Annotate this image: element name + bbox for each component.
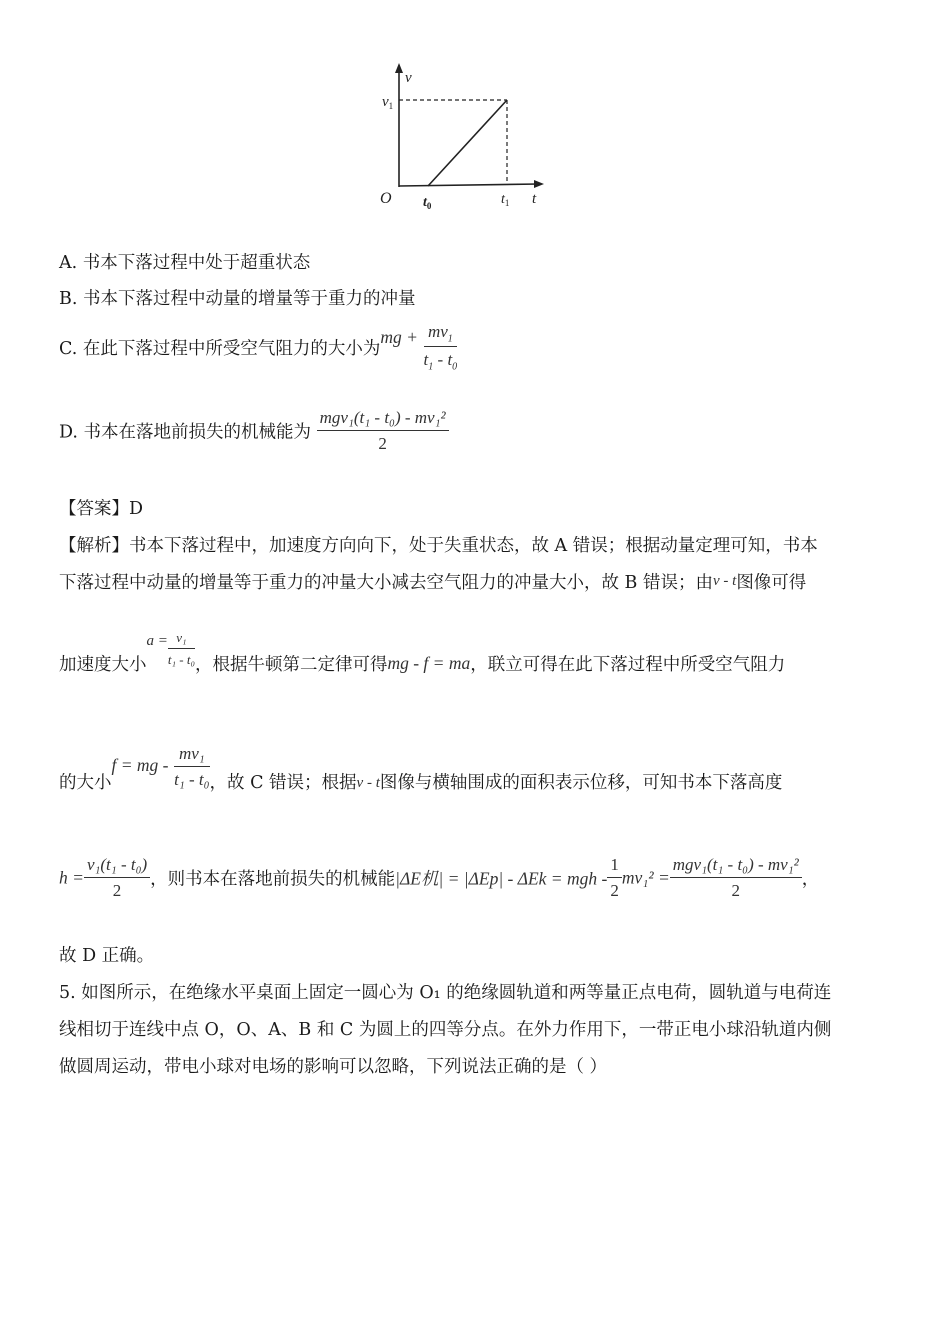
accel-eq: a =: [146, 632, 168, 649]
analysis-line-5: h = $\frac{\text{v₁(t₁ - t₀)}}{2}$ ，则书本在落地前损失的机械能|ΔE机| = |ΔEp| - ΔEk = mgh - $\frac{1}{2}$ mv₁² = $\frac{\text{mgv₁(t₁ - t₀) - mv₁²}}{2}$ ，: [59, 855, 820, 900]
t-axis: [399, 184, 539, 186]
velocity-line: [428, 100, 507, 186]
option-a: A. 书本下落过程中处于超重状态: [59, 253, 311, 273]
option-d-text: D. 书本在落地前损失的机械能为: [59, 422, 312, 443]
t0-label: $t_0$: [423, 195, 432, 211]
analysis-line-1: 【解析】书本下落过程中，加速度方向向下，处于失重状态，故 A 错误；根据动量定理可知，书本: [59, 536, 818, 556]
energy-eq: |ΔE机| = |ΔEp| - ΔEk = mgh -: [395, 868, 608, 889]
t-axis-label: t: [532, 191, 537, 207]
v-axis-arrow: [395, 63, 403, 73]
vt-graph: [372, 60, 552, 215]
question5-line-1: 5. 如图所示，在绝缘水平桌面上固定一圆心为 O₁ 的绝缘圆轨道和两等量正点电荷，圆轨道与电荷连: [59, 983, 832, 1003]
option-c-fraction: $\frac{mv_1}{t_1 - t_0}$: [423, 322, 458, 373]
answer: 【答案】D: [59, 499, 144, 519]
analysis-line-2: 下落过程中动量的增量等于重力的冲量大小减去空气阻力的冲量大小，故 B 错误；由v - t图像可得: [59, 573, 807, 593]
option-c: [59, 322, 457, 373]
accel-fraction: $\frac{\text{v₁}}{\text{t₁ - t₀}}$: [167, 630, 195, 667]
t1-label: $t_1$: [501, 192, 510, 208]
vt-symbol: v - t: [712, 573, 737, 589]
question5-line-3: 做圆周运动，带电小球对电场的影响可以忽略，下列说法正确的是（ ）: [59, 1057, 608, 1077]
f-fraction: $\frac{\text{mv₁}}{\text{t₁ - t₀}}$: [174, 744, 210, 789]
h-fraction: $\frac{\text{v₁(t₁ - t₀)}}{2}$: [84, 855, 150, 901]
analysis-line-6: 故 D 正确。: [59, 946, 155, 966]
t-axis-arrow: [534, 180, 544, 188]
option-c-text: C. 在此下落过程中所受空气阻力的大小为: [59, 338, 381, 359]
option-d: [59, 408, 449, 454]
analysis-line-3: 加速度大小a = $\frac{\text{v₁}}{\text{t₁ - t₀}}$ ，根据牛顿第二定律可得mg - f = ma，联立可得在此下落过程中所受空气阻力: [59, 630, 786, 675]
vt-symbol-2: v - t: [356, 774, 380, 791]
half-fraction: $\frac{1}{2}$: [607, 855, 622, 901]
option-c-lhs: mg +: [380, 326, 418, 347]
option-b: B. 书本下落过程中动量的增量等于重力的冲量: [59, 289, 416, 309]
newton-eq: mg - f = ma: [387, 652, 471, 673]
v1-label: $v_1$: [382, 94, 394, 111]
h-eq: h =: [59, 867, 84, 888]
origin-label: O: [380, 190, 392, 207]
energy-fraction: $\frac{\text{mgv₁(t₁ - t₀) - mv₁²}}{2}$: [670, 855, 802, 901]
question5-line-2: 线相切于连线中点 O，O、A、B 和 C 为圆上的四等分点。在外力作用下，一带正电小球沿轨道内侧: [59, 1020, 832, 1040]
option-d-fraction: $\frac{\text{mgv₁(t₁ - t₀) - mv₁²}}{2}$: [317, 408, 449, 454]
v-axis-label: v: [405, 70, 412, 86]
analysis-line-4: 的大小f = mg - $\frac{\text{mv₁}}{\text{t₁ - t₀}}$ ，故 C 错误；根据v - t图像与横轴围成的面积表示位移，可知书本下落高度: [59, 744, 783, 793]
f-eq: f = mg -: [111, 754, 169, 775]
